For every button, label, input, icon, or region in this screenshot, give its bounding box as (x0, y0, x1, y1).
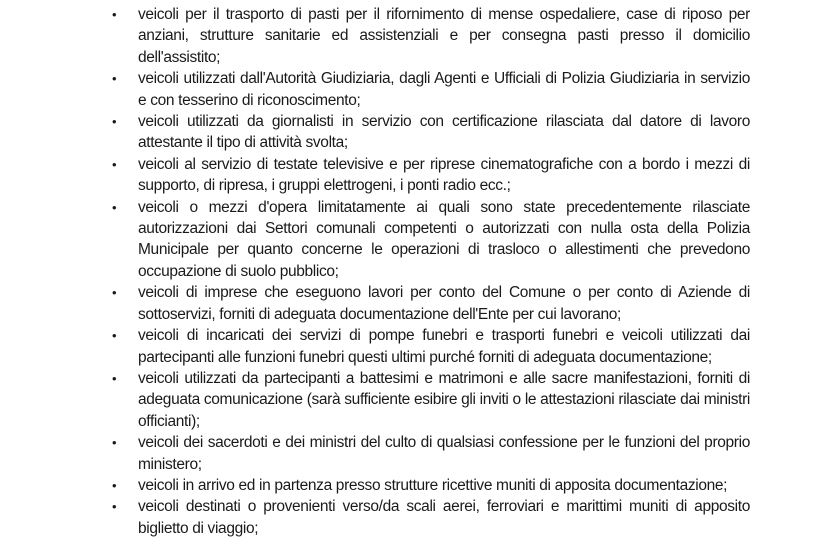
list-item-text: veicoli destinati o provenienti verso/da scali aerei, ferroviari e marittimi muniti di apposito biglietto di viaggio; (138, 498, 750, 537)
list-item-text: veicoli in arrivo ed in partenza presso strutture ricettive muniti di apposita documentazione; (138, 476, 728, 494)
list-item-text: veicoli utilizzati da giornalisti in servizio con certificazione rilasciata dal datore di lavoro attestante il tipo di attività svolta; (138, 113, 750, 152)
list-item-text: veicoli dei sacerdoti e dei ministri del culto di qualsiasi confessione per le funzioni del proprio ministero; (138, 434, 750, 473)
bullet-icon: • (112, 71, 117, 87)
bullet-icon: • (112, 499, 117, 515)
bullet-icon: • (112, 435, 117, 451)
bullet-icon: • (112, 7, 117, 22)
list-item (110, 496, 750, 539)
list-item-text: veicoli di incaricati dei servizi di pompe funebri e trasporti funebri e veicoli utilizzati dai partecipanti alle funzioni funebri questi ultimi purché forniti di adeguata documentazione; (138, 327, 750, 366)
bullet-icon: • (112, 477, 117, 493)
bullet-icon: • (112, 156, 117, 172)
list-item-text: veicoli per il trasporto di pasti per il rifornimento di mense ospedaliere, case di riposo per anziani, strutture sanitarie ed assistenziali e per consegna pasti presso il domicilio dell'assistito; (138, 6, 750, 66)
list-item (110, 68, 750, 111)
list-item (110, 154, 750, 197)
bullet-icon: • (112, 114, 117, 130)
list-item (110, 282, 750, 325)
list-item-text: veicoli utilizzati da partecipanti a battesimi e matrimoni e alle sacre manifestazioni, forniti di adeguata comunicazione (sarà sufficiente esibire gli inviti o le attestazioni rilasciate dai ministri officianti); (138, 369, 750, 430)
bullet-icon: • (112, 285, 117, 301)
bullet-icon: • (112, 199, 117, 215)
list-item (110, 475, 750, 496)
list-item (110, 432, 750, 475)
exemption-list (110, 4, 750, 539)
list-item (110, 368, 750, 432)
list-item (110, 4, 750, 68)
list-item (110, 111, 750, 154)
list-item-text: veicoli di imprese che eseguono lavori per conto del Comune o per conto di Aziende di sottoservizi, forniti di adeguata documentazione dell'Ente per cui lavorano; (138, 284, 750, 323)
list-item (110, 325, 750, 368)
list-item (110, 197, 750, 283)
list-item-text: veicoli utilizzati dall'Autorità Giudiziaria, dagli Agenti e Ufficiali di Polizia Giudiziaria in servizio e con tesserino di riconoscimento; (138, 70, 750, 109)
list-item-text: veicoli al servizio di testate televisive e per riprese cinematografiche con a bordo i mezzi di supporto, di ripresa, i gruppi elettrogeni, i ponti radio ecc.; (138, 155, 750, 195)
bullet-icon: • (112, 328, 117, 344)
list-item-text: veicoli o mezzi d'opera limitatamente ai quali sono state precedentemente rilasciate autorizzazioni dai Settori comunali competenti o autorizzati con nulla osta della Polizia Municipale per quanto concerne le operazioni di trasloco o allestimenti che prevedono occupazione di suolo pubblico; (138, 198, 750, 280)
bullet-icon: • (112, 370, 117, 386)
